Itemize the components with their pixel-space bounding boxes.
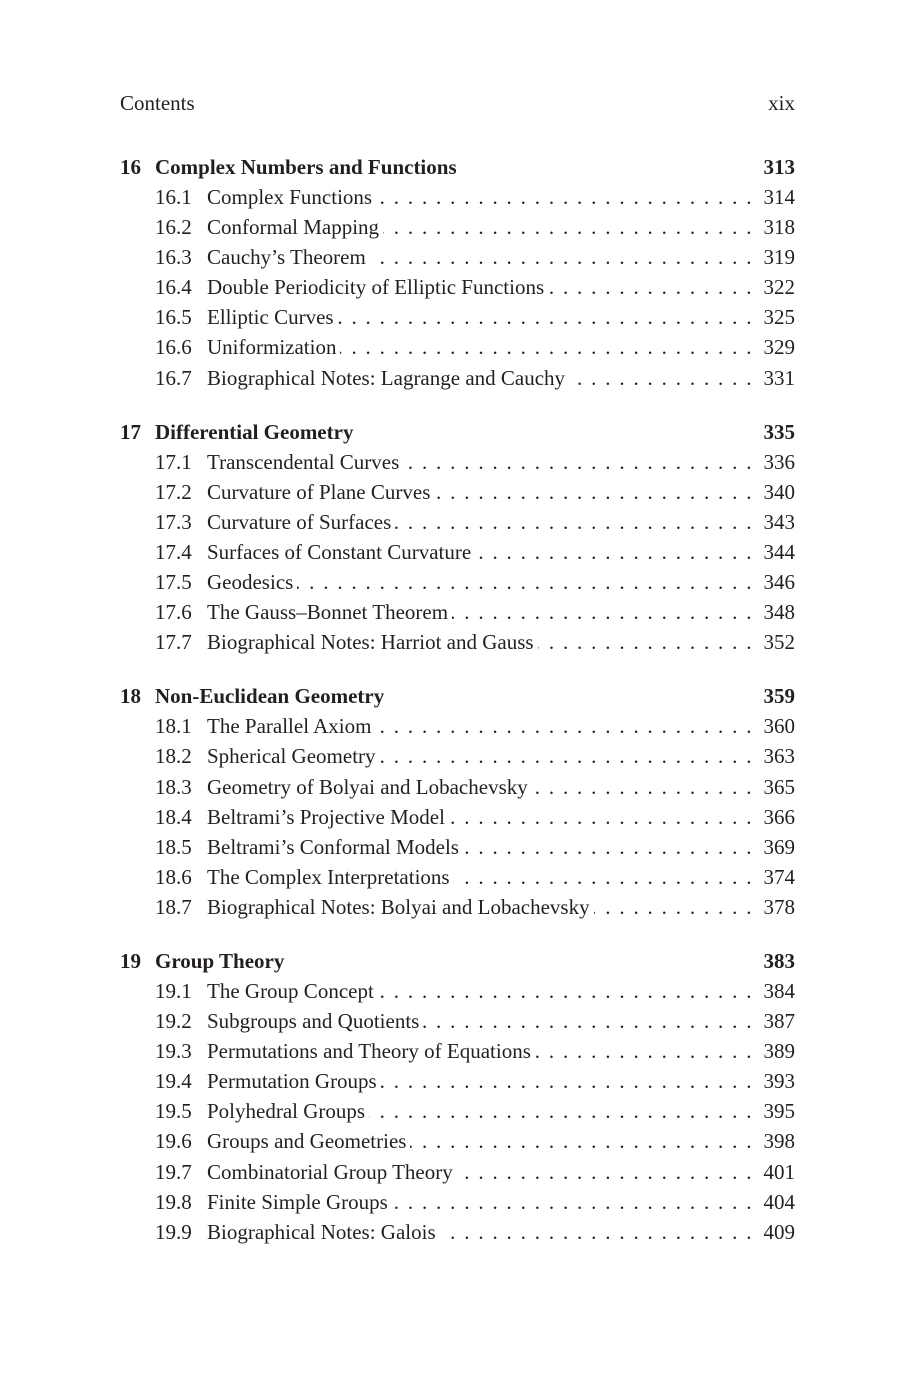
chapter-page-number: 383	[763, 948, 795, 973]
section-title: The Complex Interpretations	[207, 864, 450, 889]
section-page-number: 401	[763, 1159, 795, 1184]
section-number: 19.9	[155, 1219, 192, 1244]
section-number: 16.1	[155, 185, 192, 209]
section-number: 18.4	[155, 804, 192, 829]
section-number: 16.2	[155, 215, 192, 240]
section-title: The Gauss–Bonnet Theorem	[207, 600, 449, 625]
section-entry[interactable]	[120, 182, 795, 212]
chapter-title: Group Theory	[155, 948, 285, 973]
section-entry[interactable]	[120, 1036, 795, 1066]
section-title: Curvature of Surfaces	[207, 509, 392, 534]
dot-leader	[383, 212, 763, 242]
chapter-number: 18	[120, 684, 141, 709]
running-head	[120, 88, 795, 118]
dot-leader	[548, 272, 763, 302]
section-title: Permutation Groups	[207, 1069, 377, 1094]
contents-page	[120, 88, 795, 1271]
section-number: 18.1	[155, 714, 192, 739]
section-page-number: 340	[763, 479, 795, 504]
section-title: Geodesics	[207, 570, 294, 595]
section-page-number: 365	[763, 774, 795, 799]
section-number: 18.6	[155, 864, 192, 889]
section-entry[interactable]	[120, 772, 795, 802]
section-number: 17.5	[155, 570, 192, 595]
running-head-title: Contents	[120, 91, 195, 115]
section-number: 19.7	[155, 1159, 192, 1184]
section-entry[interactable]	[120, 711, 795, 741]
section-page-number: 318	[763, 215, 795, 240]
dot-leader	[538, 627, 764, 657]
chapter-page-number: 335	[763, 419, 795, 444]
section-entry[interactable]	[120, 1157, 795, 1187]
section-entry[interactable]	[120, 862, 795, 892]
section-title: Subgroups and Quotients	[207, 1009, 420, 1034]
section-entry[interactable]	[120, 802, 795, 832]
dot-leader	[297, 567, 763, 597]
dot-leader	[338, 302, 764, 332]
dot-leader	[423, 1006, 763, 1036]
section-page-number: 389	[763, 1039, 795, 1064]
section-number: 19.3	[155, 1039, 192, 1064]
section-page-number: 352	[763, 630, 795, 655]
dot-leader	[375, 711, 763, 741]
section-number: 16.7	[155, 365, 192, 390]
section-page-number: 366	[763, 804, 795, 829]
section-number: 18.3	[155, 774, 192, 799]
section-entry[interactable]	[120, 302, 795, 332]
section-number: 16.3	[155, 245, 192, 270]
dot-leader	[395, 507, 763, 537]
section-title: Double Periodicity of Elliptic Functions	[207, 275, 545, 300]
chapter-page-number: 359	[763, 684, 795, 709]
section-number: 18.7	[155, 894, 192, 919]
chapter-heading[interactable]	[120, 417, 795, 447]
section-entry[interactable]	[120, 537, 795, 567]
section-title: Transcendental Curves	[207, 449, 400, 474]
section-title: Beltrami’s Projective Model	[207, 804, 445, 829]
section-page-number: 409	[763, 1219, 795, 1244]
section-entry[interactable]	[120, 1096, 795, 1126]
section-title: Cauchy’s Theorem	[207, 245, 366, 270]
section-page-number: 395	[763, 1099, 795, 1124]
section-page-number: 319	[763, 245, 795, 270]
chapter-title: Differential Geometry	[155, 419, 354, 444]
section-page-number: 314	[763, 185, 795, 209]
dot-leader	[463, 832, 764, 862]
section-page-number: 369	[763, 834, 795, 859]
section-number: 19.4	[155, 1069, 192, 1094]
section-title: Finite Simple Groups	[207, 1189, 388, 1214]
section-title: Polyhedral Groups	[207, 1099, 366, 1124]
section-page-number: 378	[763, 894, 795, 919]
section-entry[interactable]	[120, 1066, 795, 1096]
chapter-block	[120, 946, 795, 1247]
chapter-number: 17	[120, 419, 141, 444]
chapter-heading[interactable]	[120, 681, 795, 711]
dot-leader	[370, 242, 764, 272]
section-number: 17.2	[155, 479, 192, 504]
chapter-block	[120, 417, 795, 658]
chapter-title: Non-Euclidean Geometry	[155, 684, 385, 709]
section-entry[interactable]	[120, 242, 795, 272]
section-number: 18.2	[155, 744, 192, 769]
section-number: 19.6	[155, 1129, 192, 1154]
dot-leader	[392, 1187, 764, 1217]
section-page-number: 329	[763, 335, 795, 360]
section-title: Biographical Notes: Lagrange and Cauchy	[207, 365, 566, 390]
section-entry[interactable]	[120, 1217, 795, 1247]
section-entry[interactable]	[120, 892, 795, 922]
section-number: 17.3	[155, 509, 192, 534]
chapter-page-number: 313	[763, 155, 795, 179]
section-page-number: 384	[763, 978, 795, 1003]
dot-leader	[434, 477, 763, 507]
section-number: 17.1	[155, 449, 192, 474]
section-title: The Parallel Axiom	[207, 714, 372, 739]
section-number: 19.8	[155, 1189, 192, 1214]
dot-leader	[440, 1217, 764, 1247]
dot-leader	[457, 1157, 764, 1187]
dot-leader	[378, 976, 764, 1006]
section-title: Elliptic Curves	[207, 305, 334, 330]
section-page-number: 404	[763, 1189, 795, 1214]
section-page-number: 393	[763, 1069, 795, 1094]
section-entry[interactable]	[120, 567, 795, 597]
section-title: Biographical Notes: Galois	[207, 1219, 436, 1244]
section-number: 19.5	[155, 1099, 192, 1124]
dot-leader	[532, 772, 764, 802]
section-page-number: 374	[763, 864, 795, 889]
section-title: Spherical Geometry	[207, 744, 376, 769]
section-title: Conformal Mapping	[207, 215, 380, 240]
section-title: Permutations and Theory of Equations	[207, 1039, 531, 1064]
section-entry[interactable]	[120, 832, 795, 862]
section-page-number: 360	[763, 714, 795, 739]
running-head-page-number: xix	[768, 91, 795, 115]
dot-leader	[403, 447, 763, 477]
table-of-contents	[120, 152, 795, 1247]
section-entry[interactable]	[120, 363, 795, 393]
dot-leader	[380, 741, 764, 771]
section-page-number: 343	[763, 509, 795, 534]
section-page-number: 344	[763, 539, 795, 564]
section-title: Groups and Geometries	[207, 1129, 407, 1154]
chapter-title: Complex Numbers and Functions	[155, 155, 457, 179]
section-title: Complex Functions	[207, 185, 373, 209]
section-number: 16.5	[155, 305, 192, 330]
dot-leader	[369, 1096, 763, 1126]
section-entry[interactable]	[120, 1126, 795, 1156]
dot-leader	[594, 892, 764, 922]
section-entry[interactable]	[120, 741, 795, 771]
section-number: 16.6	[155, 335, 192, 360]
section-number: 16.4	[155, 275, 192, 300]
section-number: 17.4	[155, 539, 192, 564]
section-page-number: 348	[763, 600, 795, 625]
section-page-number: 346	[763, 570, 795, 595]
section-number: 17.7	[155, 630, 192, 655]
section-title: Beltrami’s Conformal Models	[207, 834, 459, 859]
dot-leader	[454, 862, 764, 892]
section-number: 19.2	[155, 1009, 192, 1034]
section-title: Geometry of Bolyai and Lobachevsky	[207, 774, 528, 799]
section-page-number: 325	[763, 305, 795, 330]
section-entry[interactable]	[120, 447, 795, 477]
section-title: The Group Concept	[207, 978, 374, 1003]
chapter-block	[120, 152, 795, 393]
section-entry[interactable]	[120, 627, 795, 657]
section-number: 17.6	[155, 600, 192, 625]
dot-leader	[449, 802, 764, 832]
section-page-number: 336	[763, 449, 795, 474]
section-page-number: 387	[763, 1009, 795, 1034]
dot-leader	[381, 1066, 764, 1096]
section-title: Curvature of Plane Curves	[207, 479, 431, 504]
dot-leader	[535, 1036, 764, 1066]
chapter-block	[120, 681, 795, 922]
chapter-number: 16	[120, 155, 141, 179]
section-page-number: 322	[763, 275, 795, 300]
dot-leader	[569, 363, 763, 393]
section-number: 19.1	[155, 978, 192, 1003]
section-title: Biographical Notes: Harriot and Gauss	[207, 630, 534, 655]
section-entry[interactable]	[120, 477, 795, 507]
section-number: 18.5	[155, 834, 192, 859]
section-entry[interactable]	[120, 212, 795, 242]
dot-leader	[475, 537, 763, 567]
dot-leader	[410, 1126, 763, 1156]
dot-leader	[376, 182, 763, 212]
section-page-number: 331	[763, 365, 795, 390]
chapter-heading[interactable]	[120, 152, 795, 182]
dot-leader	[452, 597, 763, 627]
section-entry[interactable]	[120, 976, 795, 1006]
section-title: Uniformization	[207, 335, 337, 360]
section-title: Combinatorial Group Theory	[207, 1159, 453, 1184]
section-page-number: 363	[763, 744, 795, 769]
section-page-number: 398	[763, 1129, 795, 1154]
section-title: Biographical Notes: Bolyai and Lobachevsky	[207, 894, 590, 919]
dot-leader	[340, 332, 763, 362]
section-entry[interactable]	[120, 507, 795, 537]
section-entry[interactable]	[120, 1187, 795, 1217]
section-entry[interactable]	[120, 597, 795, 627]
section-entry[interactable]	[120, 272, 795, 302]
section-title: Surfaces of Constant Curvature	[207, 539, 472, 564]
section-entry[interactable]	[120, 1006, 795, 1036]
section-entry[interactable]	[120, 332, 795, 362]
chapter-number: 19	[120, 948, 141, 973]
chapter-heading[interactable]	[120, 946, 795, 976]
